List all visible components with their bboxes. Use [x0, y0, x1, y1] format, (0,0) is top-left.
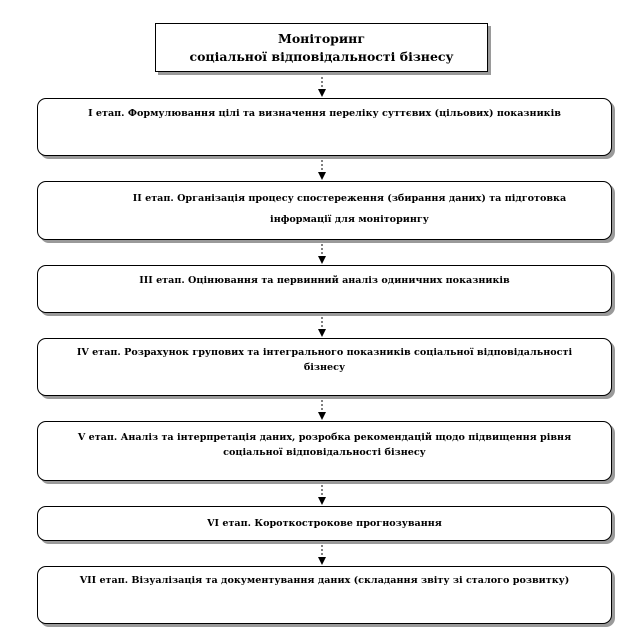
stage-6-box	[37, 506, 612, 541]
stage-3-box	[37, 265, 612, 313]
stage-1-text: І етап. Формулювання цілі та визначення переліку суттєвих (цільових) показників	[88, 108, 561, 119]
arrow-down-icon	[316, 240, 328, 265]
stage-4-text: IV етап. Розрахунок групових та інтегрального показників соціальної відповідальності бізнесу	[76, 347, 573, 373]
stage-1-box	[37, 98, 612, 156]
arrow-down-icon	[316, 156, 328, 181]
arrow-down-icon	[316, 73, 328, 98]
stage-4-box	[37, 338, 612, 396]
arrow-down-icon	[316, 396, 328, 421]
title-line-1: Моніторинг	[278, 30, 365, 46]
title-line-2: соціальної відповідальності бізнесу	[189, 48, 454, 64]
diagram-title	[155, 23, 488, 72]
arrow-down-icon	[316, 313, 328, 338]
stage-7-text: VІІ етап. Візуалізація та документування даних (складання звіту зі сталого розвитку)	[79, 575, 570, 586]
stage-5-text: V етап. Аналіз та інтерпретація даних, розробка рекомендацій щодо підвищення рівня соціальної відповідальності бізнесу	[77, 432, 572, 458]
arrow-down-icon	[316, 481, 328, 506]
stage-2-box	[37, 181, 612, 240]
stage-5-box	[37, 421, 612, 481]
stage-7-box	[37, 566, 612, 624]
stage-3-text: ІІІ етап. Оцінювання та первинний аналіз одиничних показників	[139, 275, 510, 286]
stage-6-text: VІ етап. Короткострокове прогнозування	[207, 518, 442, 529]
arrow-down-icon	[316, 541, 328, 566]
stage-2-text: ІІ етап. Організація процесу спостереження (збирання даних) та підготовка інформації для моніторингу	[132, 193, 567, 225]
